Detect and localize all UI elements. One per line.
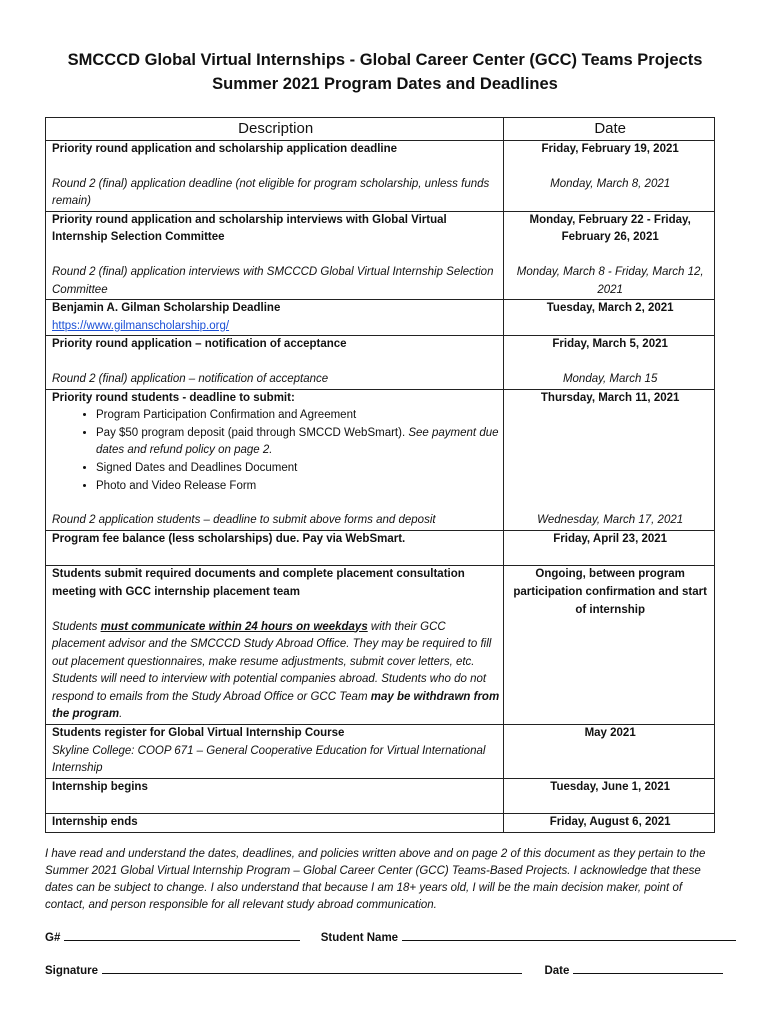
row-description: Internship ends bbox=[52, 816, 138, 829]
table-header-row bbox=[46, 118, 715, 141]
document-title bbox=[0, 48, 770, 96]
row-date: Monday, February 22 - Friday, February 26, 2021 bbox=[529, 213, 691, 244]
header-date: Date bbox=[504, 118, 715, 141]
note-text: Students bbox=[52, 620, 101, 633]
row-description: Benjamin A. Gilman Scholarship Deadline bbox=[52, 302, 281, 315]
gnum-field[interactable] bbox=[64, 930, 300, 941]
row-date: Ongoing, between program participation confirmation and start of internship bbox=[513, 568, 707, 616]
table-row bbox=[46, 725, 715, 779]
table-row bbox=[46, 141, 715, 212]
row-description-round2: Round 2 application students – deadline to submit above forms and deposit bbox=[52, 514, 436, 527]
row-date: Thursday, March 11, 2021 bbox=[540, 391, 680, 404]
date-cell bbox=[504, 725, 715, 779]
list-item-note: See payment due dates and refund policy on page 2. bbox=[96, 426, 499, 457]
description-cell bbox=[46, 389, 504, 530]
row-description: Students submit required documents and complete placement consultation meeting with GCC internship placement team bbox=[52, 568, 465, 598]
row-date-round2: Monday, March 8, 2021 bbox=[550, 177, 671, 190]
student-name-label: Student Name bbox=[320, 932, 399, 944]
note-emphasis: must communicate within 24 hours on weekdays bbox=[100, 620, 368, 633]
date-cell bbox=[504, 389, 715, 530]
list-item: • Program Participation Confirmation and Agreement bbox=[96, 407, 499, 425]
date-cell bbox=[504, 211, 715, 299]
row-date-round2: Wednesday, March 17, 2021 bbox=[537, 514, 684, 527]
description-cell bbox=[46, 814, 504, 833]
date-cell bbox=[504, 778, 715, 814]
row-date: Tuesday, June 1, 2021 bbox=[550, 780, 671, 793]
date-label: Date bbox=[544, 965, 570, 977]
table-row bbox=[46, 300, 715, 336]
signature-field[interactable] bbox=[102, 963, 522, 974]
gilman-link[interactable]: https://www.gilmanscholarship.org/ bbox=[52, 319, 230, 332]
row-date-round2: Monday, March 8 - Friday, March 12, 2021 bbox=[516, 265, 704, 296]
table-row bbox=[46, 336, 715, 389]
acknowledgement-text: I have read and understand the dates, deadlines, and policies written above and on page 2 of this document as they pertain to the Summer 2021 Global Virtual Internship Program – Global Career Center (GCC) Teams-Based Projects. I acknowledge that these dates can be subject to change. I also understand that because I am 18+ years old, I will be the main decision maker, point of contact, and person responsible for all relevant study abroad communication. bbox=[45, 848, 706, 911]
date-field[interactable] bbox=[573, 963, 723, 974]
signature-row-2 bbox=[45, 963, 723, 977]
description-cell bbox=[46, 211, 504, 299]
row-description-round2: Round 2 (final) application interviews with SMCCCD Global Virtual Internship Selection Committee bbox=[52, 265, 494, 296]
row-description-note bbox=[52, 619, 499, 725]
title-line-1: SMCCCD Global Virtual Internships - Global Career Center (GCC) Teams Projects bbox=[67, 51, 703, 69]
row-description: Priority round students - deadline to submit: bbox=[52, 391, 295, 404]
description-cell bbox=[46, 336, 504, 389]
note-emphasis: may be withdrawn from the program bbox=[52, 690, 500, 721]
table-row bbox=[46, 566, 715, 725]
student-name-field[interactable] bbox=[402, 930, 736, 941]
list-item-text: Pay $50 program deposit (paid through SMCCD WebSmart). bbox=[96, 426, 406, 439]
header-description: Description bbox=[46, 118, 504, 141]
row-date-round2: Monday, March 15 bbox=[562, 372, 658, 385]
row-description: Priority round application – notification of acceptance bbox=[52, 338, 347, 351]
date-cell bbox=[504, 566, 715, 725]
list-item: • Photo and Video Release Form bbox=[96, 478, 499, 496]
row-description-round2: Round 2 (final) application deadline (not eligible for program scholarship, unless funds remain) bbox=[52, 177, 490, 208]
row-description-course: Skyline College: COOP 671 – General Cooperative Education for Virtual International Internship bbox=[52, 744, 486, 775]
row-date: Tuesday, March 2, 2021 bbox=[546, 302, 674, 315]
description-cell bbox=[46, 725, 504, 779]
date-cell bbox=[504, 300, 715, 336]
signature-label: Signature bbox=[45, 965, 99, 977]
description-cell bbox=[46, 530, 504, 566]
date-cell bbox=[504, 336, 715, 389]
description-cell bbox=[46, 778, 504, 814]
title-line-2: Summer 2021 Program Dates and Deadlines bbox=[212, 75, 558, 93]
row-description: Priority round application and scholarship application deadline bbox=[52, 143, 398, 155]
table-row bbox=[46, 211, 715, 299]
date-cell bbox=[504, 530, 715, 566]
table-row bbox=[46, 814, 715, 833]
row-description: Program fee balance (less scholarships) due. Pay via WebSmart. bbox=[52, 532, 406, 545]
row-date: Friday, March 5, 2021 bbox=[552, 338, 668, 351]
note-text: with their GCC placement advisor and the SMCCCD Study Abroad Office. They may be required to fill out placement questionnaires, make resume adjustments, submit cover letters, etc. Students will need to interview with potential companies abroad. Students who do not respond to emails from the Study Abroad Office or GCC Team bbox=[52, 620, 492, 703]
row-description: Internship begins bbox=[52, 780, 148, 793]
row-description-round2: Round 2 (final) application – notification of acceptance bbox=[52, 372, 329, 385]
table-row bbox=[46, 530, 715, 566]
list-item bbox=[96, 425, 499, 460]
submission-list bbox=[52, 407, 499, 495]
row-description: Priority round application and scholarship interviews with Global Virtual Internship Selection Committee bbox=[52, 213, 447, 244]
row-date: Friday, April 23, 2021 bbox=[553, 532, 668, 545]
row-date: Friday, August 6, 2021 bbox=[549, 816, 671, 829]
row-date: May 2021 bbox=[584, 727, 636, 740]
date-cell bbox=[504, 141, 715, 212]
row-description: Students register for Global Virtual Internship Course bbox=[52, 727, 345, 740]
description-cell bbox=[46, 141, 504, 212]
note-text: . bbox=[119, 708, 123, 721]
description-cell bbox=[46, 566, 504, 725]
list-item: • Signed Dates and Deadlines Document bbox=[96, 460, 499, 478]
gnum-label: G# bbox=[45, 932, 61, 944]
deadlines-table bbox=[45, 117, 715, 833]
description-cell bbox=[46, 300, 504, 336]
date-cell bbox=[504, 814, 715, 833]
table-row bbox=[46, 389, 715, 530]
table-row bbox=[46, 778, 715, 814]
signature-row-1 bbox=[45, 930, 736, 944]
row-date: Friday, February 19, 2021 bbox=[541, 143, 679, 155]
